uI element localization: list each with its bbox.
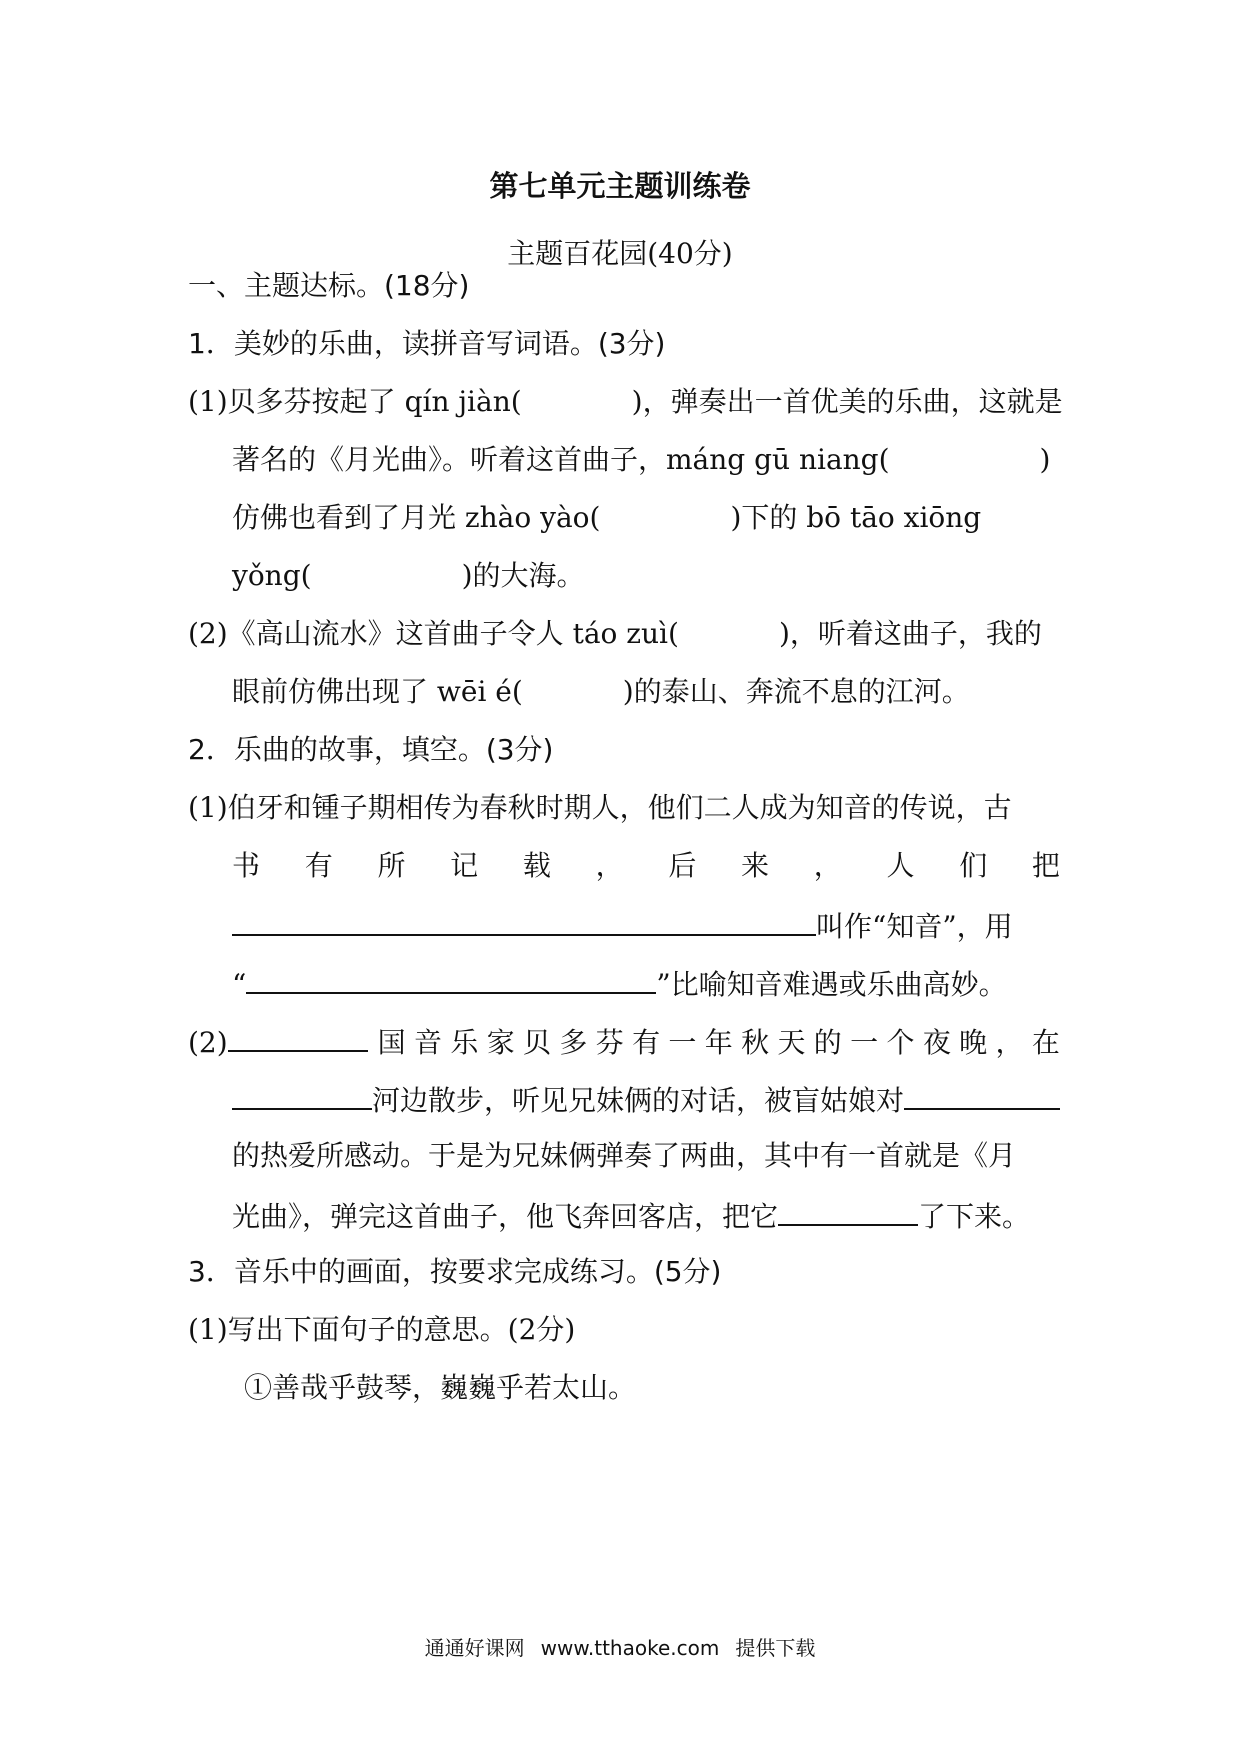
q2-part2-line2: 河边散步，听见兄妹俩的对话，被盲姑娘对 (232, 1078, 1060, 1121)
q1-part1-line1: (1)贝多芬按起了 qín jiàn( )，弹奏出一首优美的乐曲，这就是 (188, 385, 1063, 418)
section-heading: 一、主题达标。(18分) (188, 269, 470, 302)
answer-underline[interactable] (904, 1078, 1060, 1110)
question-3-heading: 3．音乐中的画面，按要求完成练习。(5分) (188, 1255, 722, 1288)
q2-part2-line1-text: 国 音 乐 家 贝 多 芬 有 一 年 秋 天 的 一 个 夜 晚 ， 在 (377, 1026, 1060, 1059)
q1-part2-line1: (2)《高山流水》这首曲子令人 táo zuì( )，听着这曲子，我的 (188, 617, 1042, 650)
footer-note: 提供下载 (735, 1636, 816, 1660)
q2-part1-line2: 书 有 所 记 载 ， 后 来 ， 人 们 把 (232, 849, 1060, 882)
footer-url[interactable]: www.tthaoke.com (540, 1636, 720, 1660)
q2-part2-line4: 光曲》，弹完这首曲子，他飞奔回客店，把它 了下来。 (232, 1194, 1060, 1237)
q2-part1-line4: “ ”比喻知音难遇或乐曲高妙。 (232, 962, 1060, 1005)
q1-part2-line2: 眼前仿佛出现了 wēi é( )的泰山、奔流不息的江河。 (232, 675, 970, 708)
q3-sentence-1: ①善哉乎鼓琴，巍巍乎若太山。 (244, 1371, 637, 1404)
q2-part2-line3: 的热爱所感动。于是为兄妹俩弹奏了两曲，其中有一首就是《月 (232, 1139, 1017, 1172)
q3-part1-heading: (1)写出下面句子的意思。(2分) (188, 1313, 576, 1346)
q1-part1-line4: yǒng( )的大海。 (232, 559, 585, 592)
answer-underline[interactable] (232, 904, 816, 936)
q1-part1-line3: 仿佛也看到了月光 zhào yào( )下的 bō tāo xiōng (232, 501, 982, 534)
answer-underline[interactable] (232, 1078, 372, 1110)
page-title: 第七单元主题训练卷 (489, 169, 751, 203)
answer-underline[interactable] (228, 1020, 368, 1052)
page-subtitle: 主题百花园(40分) (507, 237, 733, 270)
q2-part1-line1: (1)伯牙和锺子期相传为春秋时期人，他们二人成为知音的传说，古 (188, 791, 1012, 824)
q2-part2-line1: (2) 国 音 乐 家 贝 多 芬 有 一 年 秋 天 的 一 个 夜 晚 ， 在 (188, 1020, 1060, 1063)
q1-part1-line2: 著名的《月光曲》。听着这首曲子，máng gū niang( ) (232, 443, 1051, 476)
page-footer (0, 1632, 1240, 1661)
answer-underline[interactable] (778, 1194, 918, 1226)
question-2-heading: 2．乐曲的故事，填空。(3分) (188, 733, 554, 766)
q2-part1-line3: 叫作“知音”，用 (232, 904, 1060, 947)
answer-underline[interactable] (246, 962, 656, 994)
question-1-heading: 1．美妙的乐曲，读拼音写词语。(3分) (188, 327, 666, 360)
footer-site-name: 通通好课网 (424, 1636, 525, 1660)
